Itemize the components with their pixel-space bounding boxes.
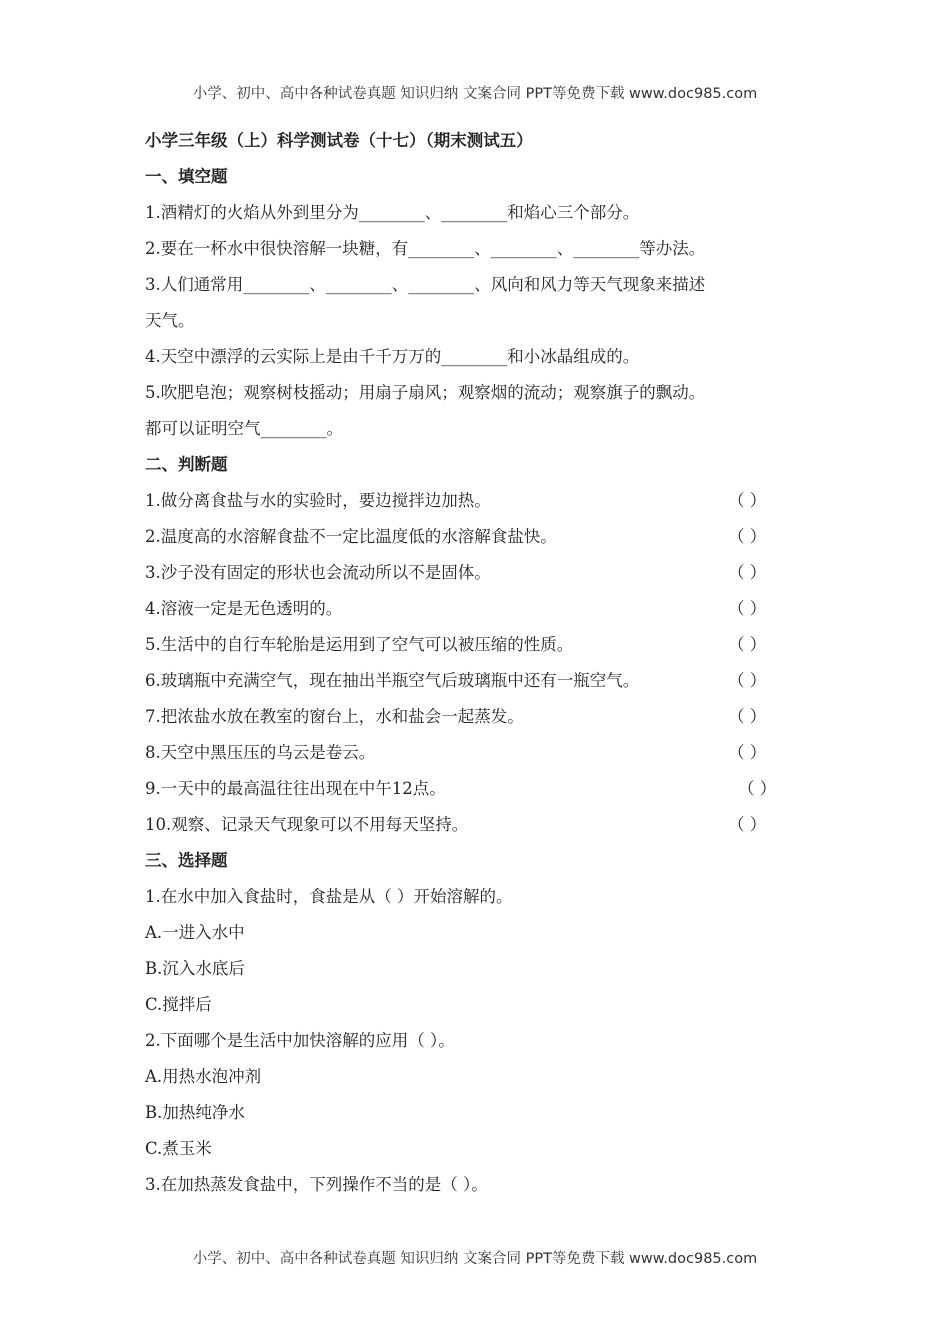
fill-question-1: 1.酒精灯的火焰从外到里分为________、________和焰心三个部分。 bbox=[145, 203, 640, 222]
fill-question-4: 4.天空中漂浮的云实际上是由千千万万的________和小冰晶组成的。 bbox=[145, 347, 640, 366]
fill-question-2: 2.要在一杯水中很快溶解一块糖，有________、________、________等办法。 bbox=[145, 239, 706, 258]
exam-title: 小学三年级（上）科学测试卷（十七）（期末测试五） bbox=[145, 131, 533, 150]
judge-question-3 bbox=[145, 555, 805, 591]
judge-question-5 bbox=[145, 627, 805, 663]
judge-question-10 bbox=[145, 807, 805, 843]
choice-question-2: 2.下面哪个是生活中加快溶解的应用（ ）。 bbox=[145, 1031, 455, 1050]
answer-bracket: （ ） bbox=[738, 779, 777, 798]
judge-question-text: 3.沙子没有固定的形状也会流动所以不是固体。 bbox=[145, 563, 491, 582]
fill-question-5-cont: 都可以证明空气________。 bbox=[145, 419, 343, 438]
judge-section-heading: 二、判断题 bbox=[145, 455, 228, 474]
exam-content bbox=[145, 123, 805, 1203]
page-header: 小学、初中、高中各种试卷真题 知识归纳 文案合同 PPT等免费下载 www.doc985.com bbox=[192, 86, 758, 102]
choice-question-3: 3.在加热蒸发食盐中，下列操作不当的是（ ）。 bbox=[145, 1175, 488, 1194]
answer-bracket: （ ） bbox=[728, 635, 767, 654]
answer-bracket: （ ） bbox=[728, 599, 767, 618]
judge-question-text: 2.温度高的水溶解食盐不一定比温度低的水溶解食盐快。 bbox=[145, 527, 557, 546]
judge-question-text: 5.生活中的自行车轮胎是运用到了空气可以被压缩的性质。 bbox=[145, 635, 574, 654]
judge-question-4 bbox=[145, 591, 805, 627]
answer-bracket: （ ） bbox=[728, 743, 767, 762]
judge-question-text: 4.溶液一定是无色透明的。 bbox=[145, 599, 343, 618]
answer-bracket: （ ） bbox=[728, 527, 767, 546]
choice-option-2a: A.用热水泡冲剂 bbox=[145, 1067, 262, 1086]
answer-bracket: （ ） bbox=[728, 707, 767, 726]
judge-question-text: 10.观察、记录天气现象可以不用每天坚持。 bbox=[145, 815, 469, 834]
fill-question-3-cont: 天气。 bbox=[145, 311, 195, 330]
choice-option-2b: B.加热纯净水 bbox=[145, 1103, 245, 1122]
judge-question-text: 7.把浓盐水放在教室的窗台上，水和盐会一起蒸发。 bbox=[145, 707, 524, 726]
judge-question-text: 1.做分离食盐与水的实验时，要边搅拌边加热。 bbox=[145, 491, 491, 510]
choice-option-1c: C.搅拌后 bbox=[145, 995, 212, 1014]
judge-question-text: 9.一天中的最高温往往出现在中午12点。 bbox=[145, 779, 446, 798]
judge-question-9 bbox=[145, 771, 805, 807]
fill-question-3: 3.人们通常用________、________、________、风向和风力等天气现象来描述 bbox=[145, 275, 706, 294]
choice-option-1a: A.一进入水中 bbox=[145, 923, 245, 942]
page-footer: 小学、初中、高中各种试卷真题 知识归纳 文案合同 PPT等免费下载 www.doc985.com bbox=[192, 1251, 758, 1267]
choice-option-2c: C.煮玉米 bbox=[145, 1139, 212, 1158]
choice-question-1: 1.在水中加入食盐时，食盐是从（ ）开始溶解的。 bbox=[145, 887, 513, 906]
judge-question-1 bbox=[145, 483, 805, 519]
answer-bracket: （ ） bbox=[728, 491, 767, 510]
judge-question-8 bbox=[145, 735, 805, 771]
answer-bracket: （ ） bbox=[728, 815, 767, 834]
judge-question-2 bbox=[145, 519, 805, 555]
answer-bracket: （ ） bbox=[728, 671, 767, 690]
fill-question-5: 5.吹肥皂泡；观察树枝摇动；用扇子扇风；观察烟的流动；观察旗子的飘动。 bbox=[145, 383, 706, 402]
judge-question-7 bbox=[145, 699, 805, 735]
answer-bracket: （ ） bbox=[728, 563, 767, 582]
choice-section-heading: 三、选择题 bbox=[145, 851, 228, 870]
judge-question-6 bbox=[145, 663, 805, 699]
choice-option-1b: B.沉入水底后 bbox=[145, 959, 245, 978]
judge-question-text: 8.天空中黑压压的乌云是卷云。 bbox=[145, 743, 376, 762]
judge-question-text: 6.玻璃瓶中充满空气，现在抽出半瓶空气后玻璃瓶中还有一瓶空气。 bbox=[145, 671, 640, 690]
fill-section-heading: 一、填空题 bbox=[145, 167, 228, 186]
